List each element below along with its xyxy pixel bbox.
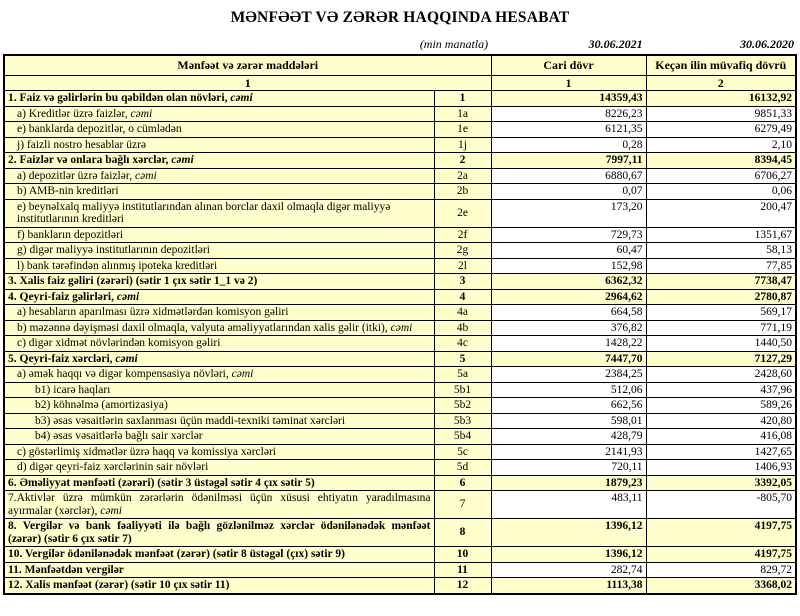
row-value-current: 173,20 xyxy=(491,199,646,227)
row-value-previous: 437,96 xyxy=(646,382,796,398)
report-subheader xyxy=(3,37,797,52)
row-value-current: 0,07 xyxy=(491,184,646,200)
row-value-current: 1113,38 xyxy=(491,578,646,594)
row-value-previous: 6279,49 xyxy=(646,122,796,138)
row-value-previous: 4197,75 xyxy=(646,547,796,563)
row-label: 5. Qeyri-faiz xərcləri, cəmi xyxy=(4,351,434,367)
row-label: f) bankların depozitləri xyxy=(4,227,434,243)
row-value-current: 428,79 xyxy=(491,429,646,445)
table-row xyxy=(4,199,796,227)
row-code: 12 xyxy=(434,578,491,594)
row-value-current: 6880,67 xyxy=(491,168,646,184)
row-label: 4. Qeyri-faiz gəlirləri, cəmi xyxy=(4,289,434,305)
row-value-previous: 0,06 xyxy=(646,184,796,200)
table-row xyxy=(4,305,796,321)
row-label: d) digər qeyri-faiz xərclərinin sair növləri xyxy=(4,460,434,476)
date-current-period: 30.06.2021 xyxy=(588,37,643,51)
row-label: a) əmək haqqı və digər kompensasiya növləri, cəmi xyxy=(4,367,434,383)
row-value-current: 1879,23 xyxy=(491,475,646,491)
row-code: 4a xyxy=(434,305,491,321)
row-label-italic-suffix: cəmi xyxy=(130,107,153,120)
table-row xyxy=(4,137,796,153)
row-value-current: 2964,62 xyxy=(491,289,646,305)
row-label: c) göstərlimiş xidmətlər üzrə haqq və komissiya xərcləri xyxy=(4,444,434,460)
date-previous-period: 30.06.2020 xyxy=(740,37,794,51)
row-value-current: 483,11 xyxy=(491,491,646,519)
row-label: c) digər xidmət növlərindən komisyon gəliri xyxy=(4,336,434,352)
table-row xyxy=(4,320,796,336)
row-value-previous: 416,08 xyxy=(646,429,796,445)
row-code: 1 xyxy=(434,91,491,107)
row-value-previous: 1440,50 xyxy=(646,336,796,352)
row-code: 2e xyxy=(434,199,491,227)
table-row xyxy=(4,444,796,460)
table-row xyxy=(4,382,796,398)
row-label: a) hesabların aparılması üzrə xidmətlərdən komisyon gəliri xyxy=(4,305,434,321)
table-row xyxy=(4,367,796,383)
table-row xyxy=(4,168,796,184)
row-value-previous: 3392,05 xyxy=(646,475,796,491)
row-label: b1) icarə haqları xyxy=(4,382,434,398)
row-value-previous: 6706,27 xyxy=(646,168,796,184)
row-value-current: 2141,93 xyxy=(491,444,646,460)
row-value-previous: 1427,65 xyxy=(646,444,796,460)
column-header-items: Mənfəət və zərər maddələri xyxy=(4,55,491,76)
row-code: 5b1 xyxy=(434,382,491,398)
row-label: 1. Faiz və gəlirlərin bu qəbildən olan növləri, cəmi xyxy=(4,91,434,107)
row-value-previous: 569,17 xyxy=(646,305,796,321)
table-row xyxy=(4,258,796,274)
row-value-current: 152,98 xyxy=(491,258,646,274)
table-row xyxy=(4,547,796,563)
row-value-previous: 58,13 xyxy=(646,243,796,259)
row-value-previous: 771,19 xyxy=(646,320,796,336)
row-code: 4b xyxy=(434,320,491,336)
row-label-italic-suffix: cəmi xyxy=(230,92,253,104)
row-code: 5b4 xyxy=(434,429,491,445)
row-value-current: 729,73 xyxy=(491,227,646,243)
table-row xyxy=(4,243,796,259)
row-code: 11 xyxy=(434,562,491,578)
row-label-italic-suffix: cəmi xyxy=(390,321,413,334)
column-header-previous: Keçən ilin müvafiq dövrü xyxy=(646,55,796,76)
header-row-numbers xyxy=(4,76,796,91)
table-row xyxy=(4,227,796,243)
row-value-previous: 1406,93 xyxy=(646,460,796,476)
row-code: 2l xyxy=(434,258,491,274)
row-value-previous: 4197,75 xyxy=(646,519,796,547)
table-row xyxy=(4,153,796,169)
row-value-previous: 829,72 xyxy=(646,562,796,578)
table-row xyxy=(4,519,796,547)
row-code: 2b xyxy=(434,184,491,200)
row-code: 7 xyxy=(434,491,491,519)
row-label: 10. Vergilər ödənilənədək mənfəət (zərər) (sətir 8 üstəgəl (çıx) sətir 9) xyxy=(4,547,434,563)
column-number-items: 1 xyxy=(4,76,491,91)
row-code: 5b2 xyxy=(434,398,491,414)
row-label: a) depozitlər üzrə faizlər, cəmi xyxy=(4,168,434,184)
row-value-previous: 3368,02 xyxy=(646,578,796,594)
row-value-current: 0,28 xyxy=(491,137,646,153)
table-row xyxy=(4,413,796,429)
row-value-current: 6121,35 xyxy=(491,122,646,138)
table-row xyxy=(4,398,796,414)
table-row xyxy=(4,274,796,290)
row-value-current: 376,82 xyxy=(491,320,646,336)
row-code: 4c xyxy=(434,336,491,352)
row-label: e) beynəlxalq maliyyə institutlarından alınan borclar daxil olmaqla digər maliyyə institutlarının kreditləri xyxy=(4,199,434,227)
row-value-current: 60,47 xyxy=(491,243,646,259)
row-code: 1j xyxy=(434,137,491,153)
row-label-italic-suffix: cəmi xyxy=(134,169,157,182)
row-value-previous: 1351,67 xyxy=(646,227,796,243)
report-title: MƏNFƏƏT VƏ ZƏRƏR HAQQINDA HESABAT xyxy=(230,9,570,26)
row-value-current: 512,06 xyxy=(491,382,646,398)
row-code: 2f xyxy=(434,227,491,243)
row-value-previous: 7738,47 xyxy=(646,274,796,290)
table-header xyxy=(4,55,796,91)
table-row xyxy=(4,289,796,305)
row-code: 5c xyxy=(434,444,491,460)
row-value-previous: 8394,45 xyxy=(646,153,796,169)
row-label-italic-suffix: cəmi xyxy=(116,290,140,303)
row-value-previous: 2780,87 xyxy=(646,289,796,305)
row-code: 10 xyxy=(434,547,491,563)
table-row xyxy=(4,491,796,519)
table-row xyxy=(4,351,796,367)
row-value-previous: 2,10 xyxy=(646,137,796,153)
row-value-current: 664,58 xyxy=(491,305,646,321)
column-number-previous: 2 xyxy=(646,76,796,91)
row-value-previous: 420,80 xyxy=(646,413,796,429)
table-row xyxy=(4,122,796,138)
row-label: b2) köhnəlmə (amortizasiya) xyxy=(4,398,434,414)
row-value-current: 1396,12 xyxy=(491,519,646,547)
row-label: g) digər maliyyə institutlarının depozitləri xyxy=(4,243,434,259)
table-row xyxy=(4,562,796,578)
row-value-current: 1396,12 xyxy=(491,547,646,563)
column-header-current: Cari dövr xyxy=(491,55,646,76)
table-row xyxy=(4,460,796,476)
row-value-previous: 16132,92 xyxy=(646,91,796,107)
row-value-current: 7997,11 xyxy=(491,153,646,169)
unit-note: (min manatla) xyxy=(419,37,489,51)
row-value-current: 662,56 xyxy=(491,398,646,414)
row-value-current: 7447,70 xyxy=(491,351,646,367)
table-row xyxy=(4,336,796,352)
row-label: 2. Faizlər və onlara bağlı xərclər, cəmi xyxy=(4,153,434,169)
table-row xyxy=(4,578,796,594)
table-row xyxy=(4,184,796,200)
row-label-italic-suffix: cəmi xyxy=(171,154,194,166)
row-label: 6. Əməliyyat mənfəəti (zərəri) (sətir 3 üstəgəl sətir 4 çıx sətir 5) xyxy=(4,475,434,491)
row-value-current: 2384,25 xyxy=(491,367,646,383)
row-label-italic-suffix: cəmi xyxy=(231,368,254,380)
table-row xyxy=(4,475,796,491)
row-label: j) faizli nostro hesablar üzrə xyxy=(4,137,434,153)
row-code: 1a xyxy=(434,106,491,122)
row-label: b3) əsas vəsaitlərin saxlanması üçün maddi-texniki təminat xərcləri xyxy=(4,413,434,429)
row-code: 5a xyxy=(434,367,491,383)
row-code: 2g xyxy=(434,243,491,259)
row-label: 8. Vergilər və bank fəaliyyəti ilə bağlı gözlənilməz xərclər ödənilənədək mənfəət (zərər) (sətir 6 çıx sətir 7) xyxy=(4,519,434,547)
profit-loss-table xyxy=(3,54,797,595)
row-value-previous: 589,26 xyxy=(646,398,796,414)
row-code: 6 xyxy=(434,475,491,491)
row-code: 3 xyxy=(434,274,491,290)
table-row xyxy=(4,106,796,122)
row-value-current: 720,11 xyxy=(491,460,646,476)
row-label: 11. Mənfəətdən vergilər xyxy=(4,562,434,578)
row-label: e) banklarda depozitlər, o cümlədən xyxy=(4,122,434,138)
row-code: 5d xyxy=(434,460,491,476)
row-value-current: 6362,32 xyxy=(491,274,646,290)
row-code: 1e xyxy=(434,122,491,138)
row-value-previous: 9851,33 xyxy=(646,106,796,122)
table-body xyxy=(4,91,796,594)
row-value-previous: 200,47 xyxy=(646,199,796,227)
row-value-previous: 7127,29 xyxy=(646,351,796,367)
row-label: b4) əsas vəsaitlərlə bağlı sair xərclər xyxy=(4,429,434,445)
row-value-previous: -805,70 xyxy=(646,491,796,519)
table-row xyxy=(4,91,796,107)
row-label: 3. Xalis faiz gəliri (zərəri) (sətir 1 çıx sətir 1_1 və 2) xyxy=(4,274,434,290)
row-code: 2 xyxy=(434,153,491,169)
row-value-current: 1428,22 xyxy=(491,336,646,352)
row-value-current: 598,01 xyxy=(491,413,646,429)
row-value-current: 14359,43 xyxy=(491,91,646,107)
row-code: 4 xyxy=(434,289,491,305)
row-code: 8 xyxy=(434,519,491,547)
row-value-current: 282,74 xyxy=(491,562,646,578)
row-label: b) məzənnə dəyişməsi daxil olmaqla, valyuta əməliyyatlarından xalis gəlir (itki), cəmi xyxy=(4,320,434,336)
row-label-italic-suffix: cəmi xyxy=(115,352,138,365)
row-label: l) bank tərəfindən alınmış ipoteka kreditləri xyxy=(4,258,434,274)
row-label-italic-suffix: cəmi xyxy=(100,504,122,517)
column-number-current: 1 xyxy=(491,76,646,91)
row-value-previous: 77,85 xyxy=(646,258,796,274)
row-value-previous: 2428,60 xyxy=(646,367,796,383)
table-row xyxy=(4,429,796,445)
row-value-current: 8226,23 xyxy=(491,106,646,122)
row-label: b) AMB-nin kreditləri xyxy=(4,184,434,200)
row-code: 5 xyxy=(434,351,491,367)
row-label: 12. Xalis mənfəət (zərər) (sətir 10 çıx sətir 11) xyxy=(4,578,434,594)
header-row-titles xyxy=(4,55,796,76)
row-code: 2a xyxy=(434,168,491,184)
row-label: 7.Aktivlər üzrə mümkün zərərlərin ödənilməsi üçün xüsusi ehtiyatın yaradılmasına ayırmalar (xərclər), cəmi xyxy=(4,491,434,519)
row-code: 5b3 xyxy=(434,413,491,429)
row-label: a) Kreditlər üzrə faizlər, cəmi xyxy=(4,106,434,122)
